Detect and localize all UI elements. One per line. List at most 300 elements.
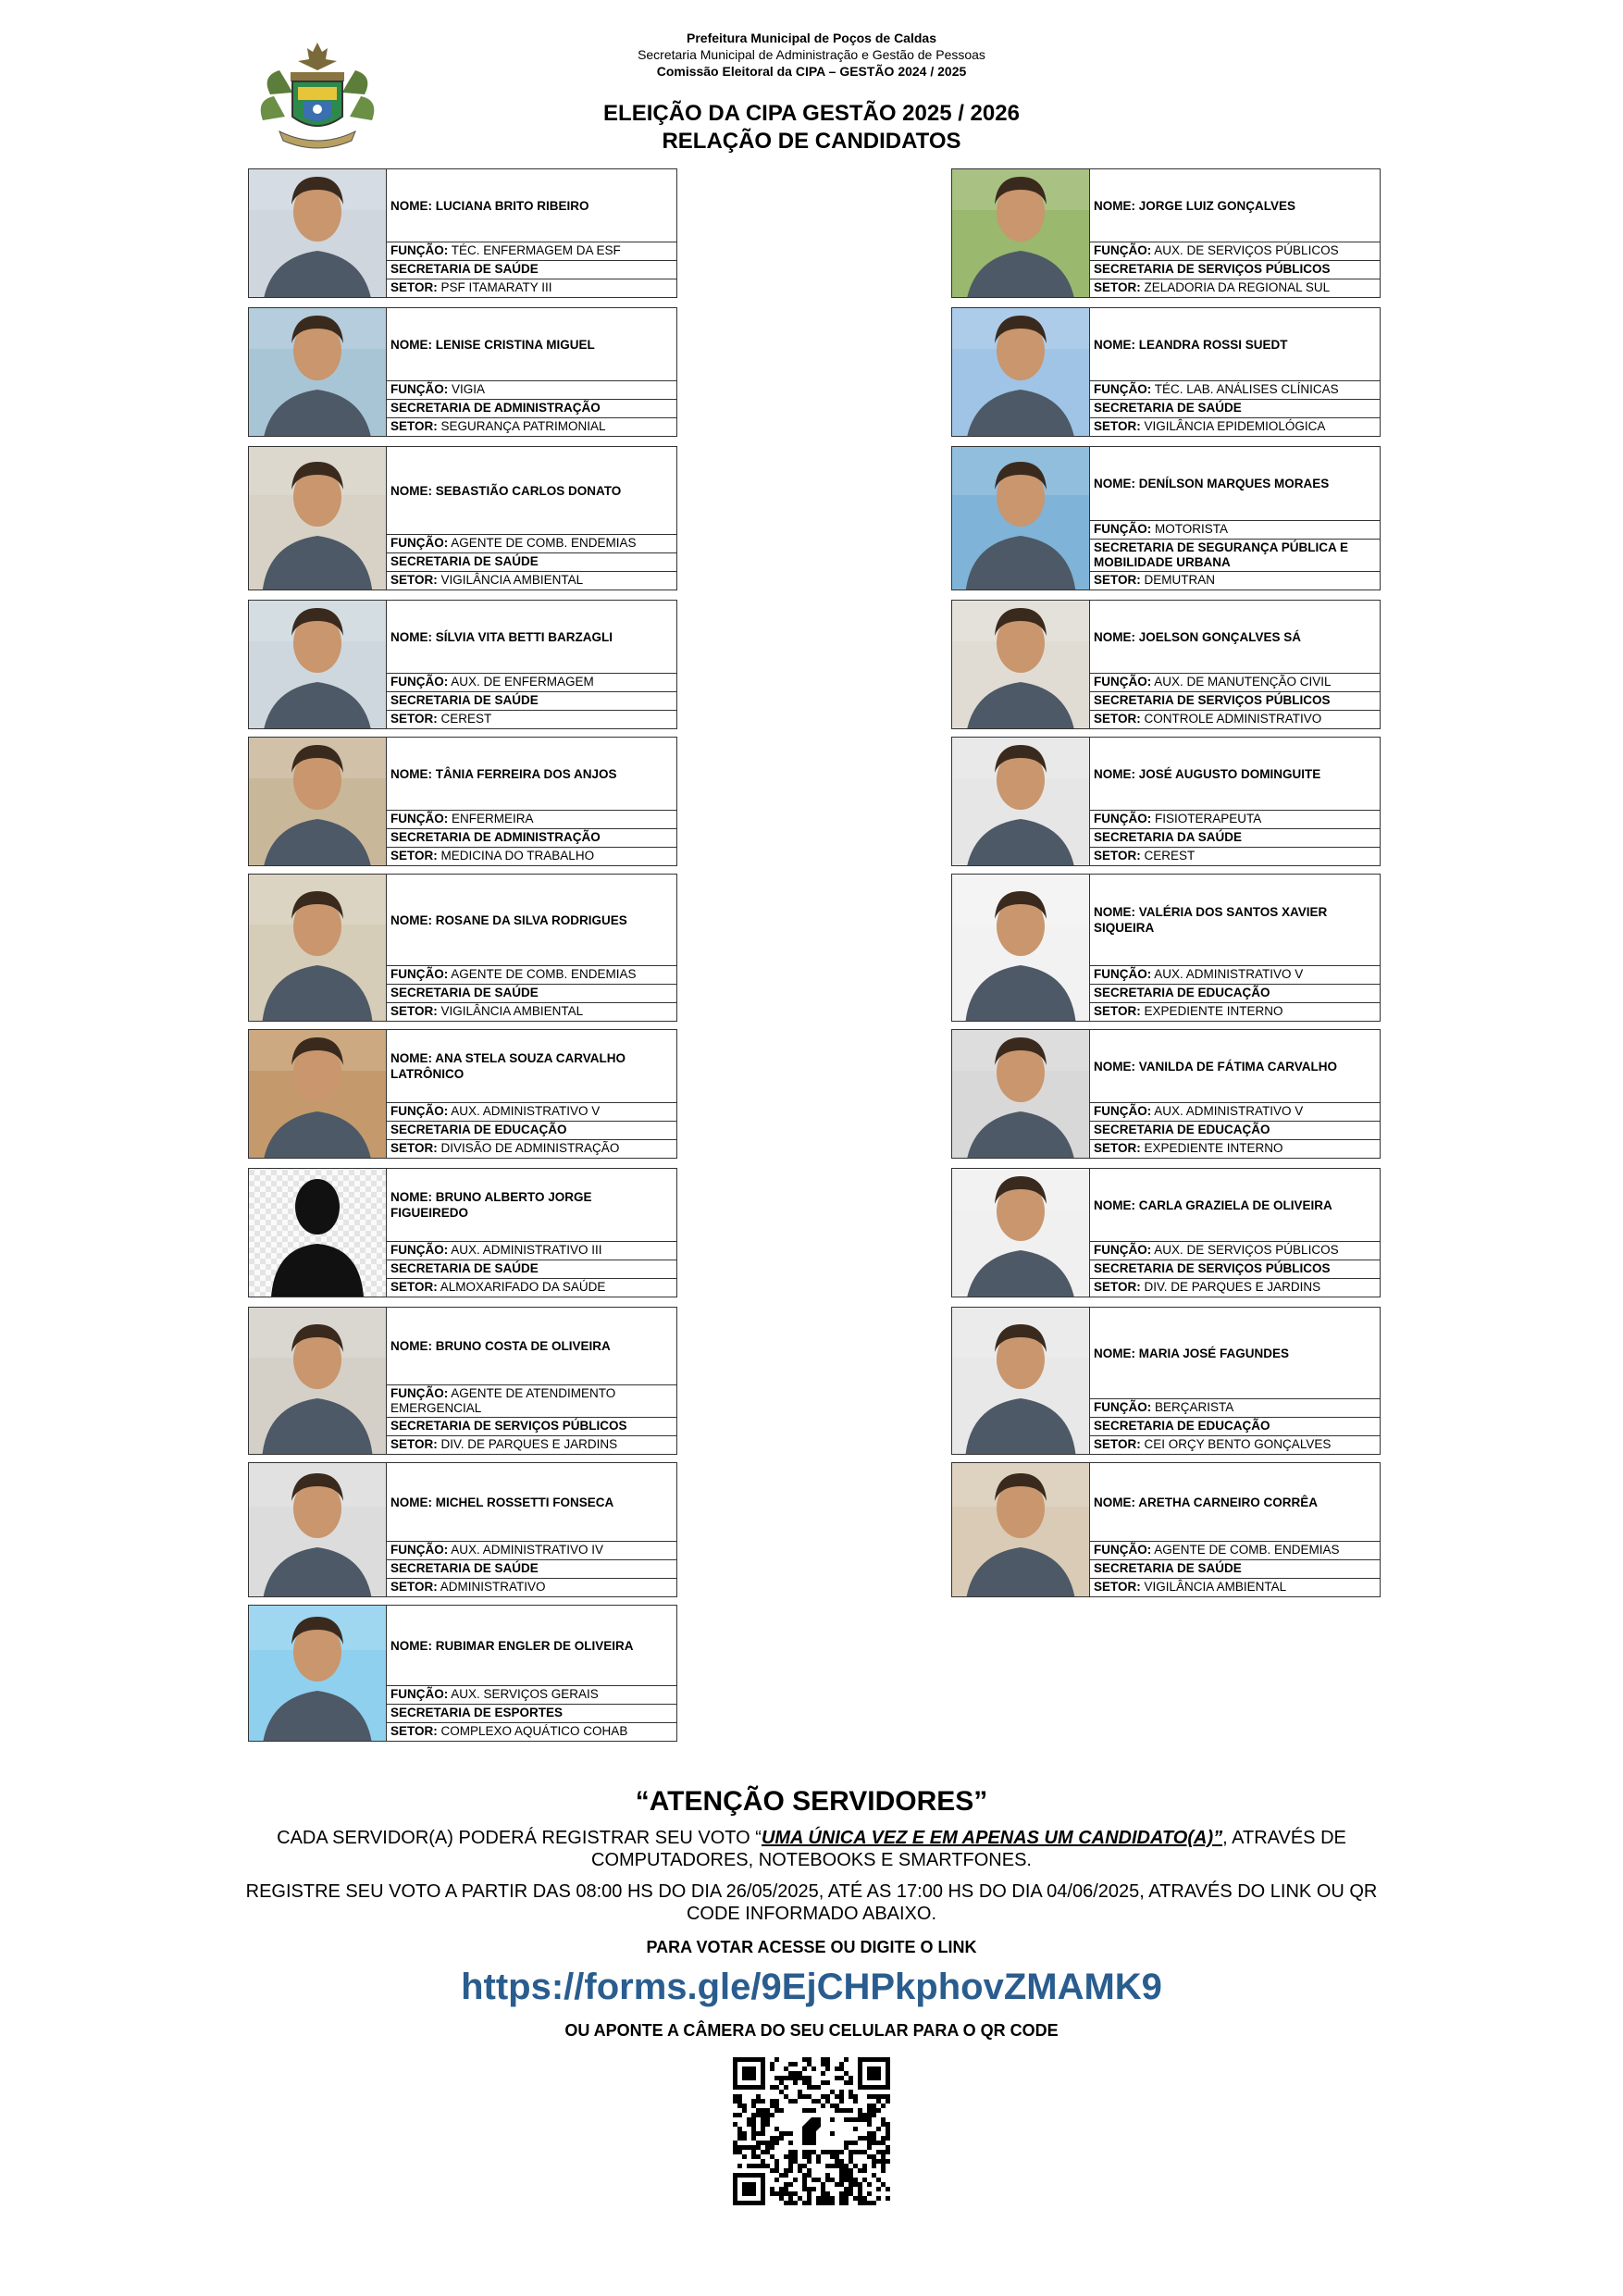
candidate-name	[1090, 601, 1380, 673]
portrait-photo-icon	[249, 601, 386, 728]
candidate-department-value: SECRETARIA DE SEGURANÇA PÚBLICA E MOBILIDADE URBANA	[1094, 540, 1349, 569]
candidate-sector	[1090, 1002, 1380, 1021]
nome-label: NOME:	[1094, 477, 1135, 490]
funcao-label: FUNÇÃO:	[1094, 675, 1152, 689]
candidate-function	[387, 380, 676, 399]
candidate-function-value: MOTORISTA	[1155, 522, 1229, 536]
candidate-card	[248, 1462, 677, 1597]
candidate-photo	[249, 601, 387, 728]
candidate-name-value: VALÉRIA DOS SANTOS XAVIER SIQUEIRA	[1094, 905, 1328, 935]
portrait-photo-icon	[952, 447, 1089, 590]
candidate-function	[1090, 1241, 1380, 1260]
candidate-sector	[1090, 571, 1380, 590]
candidate-department-value: SECRETARIA DE SERVIÇOS PÚBLICOS	[1094, 262, 1331, 276]
header-line-1: Prefeitura Municipal de Poços de Caldas	[687, 31, 936, 45]
nome-label: NOME:	[390, 337, 432, 352]
candidate-photo	[249, 308, 387, 436]
funcao-label: FUNÇÃO:	[390, 1386, 449, 1400]
setor-label: SETOR:	[390, 1437, 438, 1451]
portrait-photo-icon	[952, 601, 1089, 728]
notice-paragraph-2: REGISTRE SEU VOTO A PARTIR DAS 08:00 HS DO DIA 26/05/2025, ATÉ AS 17:00 HS DO DIA 04/06/2025, ATRAVÉS DO LINK OU QR CODE INFORMADO ABAIXO.	[245, 1881, 1378, 1924]
candidate-function-value: AUX. ADMINISTRATIVO V	[451, 1104, 601, 1118]
portrait-photo-icon	[952, 1030, 1089, 1158]
candidate-sector	[1090, 1139, 1380, 1158]
candidate-sector-value: DIVISÃO DE ADMINISTRAÇÃO	[440, 1141, 620, 1155]
candidate-photo	[952, 601, 1090, 728]
candidate-function	[1090, 1541, 1380, 1559]
candidate-card	[951, 874, 1381, 1022]
setor-label: SETOR:	[390, 573, 438, 587]
candidate-sector-value: VIGILÂNCIA AMBIENTAL	[440, 573, 584, 587]
candidate-sector	[1090, 1278, 1380, 1297]
setor-label: SETOR:	[1094, 280, 1141, 294]
candidate-name-value: ARETHA CARNEIRO CORRÊA	[1138, 1495, 1319, 1509]
setor-label: SETOR:	[1094, 1141, 1141, 1155]
candidate-sector-value: DIV. DE PARQUES E JARDINS	[440, 1437, 618, 1451]
candidate-sector-value: ALMOXARIFADO DA SAÚDE	[440, 1280, 606, 1294]
candidate-function	[387, 1102, 676, 1121]
candidate-sector-value: ZELADORIA DA REGIONAL SUL	[1144, 280, 1331, 294]
candidate-department	[387, 399, 676, 417]
candidate-info	[387, 1463, 676, 1596]
candidate-department	[1090, 984, 1380, 1002]
candidate-function-value: AUX. ADMINISTRATIVO IV	[451, 1543, 604, 1557]
setor-label: SETOR:	[390, 280, 438, 294]
portrait-photo-icon	[249, 447, 386, 590]
candidate-department	[387, 1260, 676, 1278]
candidate-photo	[952, 169, 1090, 297]
portrait-photo-icon	[249, 1463, 386, 1596]
funcao-label: FUNÇÃO:	[1094, 243, 1152, 257]
nome-label: NOME:	[390, 1051, 432, 1065]
candidate-function	[1090, 673, 1380, 691]
candidate-info	[1090, 1169, 1380, 1297]
candidate-department	[387, 984, 676, 1002]
header-line-3: Comissão Eleitoral da CIPA – GESTÃO 2024 / 2025	[656, 64, 967, 79]
candidate-function	[1090, 242, 1380, 260]
candidate-info	[1090, 169, 1380, 297]
candidate-function-value: AGENTE DE ATENDIMENTO EMERGENCIAL	[390, 1386, 616, 1415]
candidate-sector	[387, 1578, 676, 1596]
candidate-card	[248, 737, 677, 866]
candidate-department-value: SECRETARIA DE SERVIÇOS PÚBLICOS	[1094, 1261, 1331, 1275]
voting-form-link[interactable]: https://forms.gle/9EjCHPkphovZMAMK9	[461, 1967, 1162, 2007]
candidate-card	[951, 307, 1381, 437]
candidate-photo	[249, 875, 387, 1021]
nome-label: NOME:	[390, 1190, 432, 1204]
candidate-name-value: LENISE CRISTINA MIGUEL	[435, 337, 595, 352]
candidate-name	[1090, 447, 1380, 520]
candidate-sector	[387, 279, 676, 297]
candidate-department	[1090, 1417, 1380, 1435]
candidate-name	[1090, 169, 1380, 242]
candidate-sector-value: VIGILÂNCIA AMBIENTAL	[440, 1004, 584, 1018]
candidate-sector	[387, 417, 676, 436]
candidate-name-value: DENÍLSON MARQUES MORAES	[1138, 477, 1330, 490]
candidate-function-value: BERÇARISTA	[1155, 1400, 1234, 1414]
candidate-sector	[1090, 1435, 1380, 1454]
candidate-card	[248, 1168, 677, 1297]
candidate-photo	[249, 1606, 387, 1741]
funcao-label: FUNÇÃO:	[390, 382, 449, 396]
candidate-sector	[387, 1278, 676, 1297]
candidate-department	[1090, 1260, 1380, 1278]
document-header	[0, 0, 1623, 167]
candidate-sector-value: VIGILÂNCIA AMBIENTAL	[1144, 1580, 1287, 1594]
candidate-name	[387, 447, 676, 534]
candidate-sector-value: EXPEDIENTE INTERNO	[1144, 1141, 1283, 1155]
candidate-function	[387, 1384, 676, 1417]
funcao-label: FUNÇÃO:	[390, 967, 449, 981]
candidate-department-value: SECRETARIA DE SAÚDE	[390, 693, 539, 707]
funcao-label: FUNÇÃO:	[1094, 1543, 1152, 1557]
nome-label: NOME:	[1094, 1346, 1135, 1360]
portrait-photo-icon	[952, 738, 1089, 865]
candidate-name	[1090, 1169, 1380, 1241]
candidate-name-value: CARLA GRAZIELA DE OLIVEIRA	[1138, 1198, 1332, 1212]
candidate-department	[387, 1121, 676, 1139]
candidate-department	[387, 260, 676, 279]
candidate-department-value: SECRETARIA DE ADMINISTRAÇÃO	[390, 830, 601, 844]
nome-label: NOME:	[390, 483, 432, 498]
candidate-card	[248, 874, 677, 1022]
candidate-card	[951, 1168, 1381, 1297]
candidate-photo	[249, 1463, 387, 1596]
funcao-label: FUNÇÃO:	[390, 675, 449, 689]
candidate-name	[387, 1606, 676, 1685]
candidate-sector	[387, 1722, 676, 1741]
nome-label: NOME:	[390, 1495, 432, 1509]
nome-label: NOME:	[1094, 1059, 1135, 1074]
candidate-card	[951, 1029, 1381, 1159]
nome-label: NOME:	[390, 1339, 432, 1353]
candidate-card	[951, 446, 1381, 590]
portrait-photo-icon	[952, 1463, 1089, 1596]
setor-label: SETOR:	[390, 1580, 438, 1594]
candidate-name-value: JOSÉ AUGUSTO DOMINGUITE	[1138, 766, 1321, 781]
nome-label: NOME:	[390, 912, 432, 927]
nome-label: NOME:	[390, 629, 432, 644]
portrait-photo-icon	[249, 169, 386, 297]
candidate-department	[1090, 539, 1380, 571]
candidate-name	[387, 1169, 676, 1241]
candidate-function	[1090, 965, 1380, 984]
portrait-photo-icon	[952, 308, 1089, 436]
setor-label: SETOR:	[1094, 1580, 1141, 1594]
candidate-sector-value: CEI ORÇY BENTO GONÇALVES	[1144, 1437, 1332, 1451]
qr-label: OU APONTE A CÂMERA DO SEU CELULAR PARA O QR CODE	[564, 2021, 1059, 2040]
candidate-function-value: AUX. DE ENFERMAGEM	[451, 675, 594, 689]
candidate-name	[1090, 1463, 1380, 1541]
nome-label: NOME:	[1094, 198, 1135, 213]
nome-label: NOME:	[1094, 629, 1135, 644]
candidate-photo	[952, 1169, 1090, 1297]
candidate-name	[1090, 1308, 1380, 1398]
setor-label: SETOR:	[390, 712, 438, 726]
funcao-label: FUNÇÃO:	[390, 1687, 449, 1701]
candidate-info	[387, 601, 676, 728]
candidate-department	[387, 1704, 676, 1722]
candidate-name-value: TÂNIA FERREIRA DOS ANJOS	[435, 766, 617, 781]
candidate-card	[951, 168, 1381, 298]
candidate-department	[1090, 1121, 1380, 1139]
funcao-label: FUNÇÃO:	[1094, 967, 1152, 981]
page-subtitle: RELAÇÃO DE CANDIDATOS	[662, 129, 961, 154]
candidate-function-value: AGENTE DE COMB. ENDEMIAS	[1154, 1543, 1340, 1557]
candidate-sector-value: ADMINISTRATIVO	[440, 1580, 546, 1594]
candidate-name-value: JORGE LUIZ GONÇALVES	[1138, 198, 1296, 213]
candidate-function	[387, 1541, 676, 1559]
funcao-label: FUNÇÃO:	[390, 1243, 449, 1257]
candidate-function	[387, 673, 676, 691]
setor-label: SETOR:	[1094, 1437, 1141, 1451]
candidate-photo	[952, 447, 1090, 590]
candidate-department	[387, 552, 676, 571]
candidate-info	[387, 1606, 676, 1741]
setor-label: SETOR:	[1094, 1280, 1141, 1294]
candidate-function	[387, 965, 676, 984]
candidate-sector-value: DIV. DE PARQUES E JARDINS	[1144, 1280, 1321, 1294]
notice-heading: “ATENÇÃO SERVIDORES”	[635, 1786, 988, 1817]
candidate-photo	[952, 738, 1090, 865]
candidate-function-value: AUX. DE SERVIÇOS PÚBLICOS	[1154, 1243, 1339, 1257]
funcao-label: FUNÇÃO:	[390, 1104, 449, 1118]
candidate-name	[1090, 1030, 1380, 1102]
funcao-label: FUNÇÃO:	[1094, 812, 1152, 825]
candidate-name	[387, 1030, 676, 1102]
candidate-function	[387, 1241, 676, 1260]
candidate-photo	[249, 738, 387, 865]
candidate-function-value: AUX. ADMINISTRATIVO V	[1154, 1104, 1304, 1118]
candidate-card	[951, 1462, 1381, 1597]
candidate-photo	[952, 1030, 1090, 1158]
candidate-department-value: SECRETARIA DE EDUCAÇÃO	[1094, 1419, 1270, 1433]
candidate-function-value: VIGIA	[452, 382, 486, 396]
candidate-sector	[387, 1002, 676, 1021]
link-label: PARA VOTAR ACESSE OU DIGITE O LINK	[646, 1938, 977, 1956]
candidate-department-value: SECRETARIA DE EDUCAÇÃO	[1094, 986, 1270, 999]
candidate-name-value: ANA STELA SOUZA CARVALHO LATRÔNICO	[390, 1051, 626, 1081]
candidate-sector	[1090, 847, 1380, 865]
candidate-sector	[1090, 710, 1380, 728]
candidate-info	[1090, 1030, 1380, 1158]
silhouette-icon	[249, 1169, 386, 1297]
candidate-department-value: SECRETARIA DE ESPORTES	[390, 1706, 564, 1719]
voting-notice	[0, 1786, 1623, 2205]
funcao-label: FUNÇÃO:	[390, 243, 449, 257]
header-line-2: Secretaria Municipal de Administração e Gestão de Pessoas	[638, 47, 985, 62]
setor-label: SETOR:	[1094, 419, 1141, 433]
candidate-name-value: JOELSON GONÇALVES SÁ	[1138, 629, 1302, 644]
candidate-sector-value: PSF ITAMARATY III	[440, 280, 552, 294]
candidate-function-value: AUX. ADMINISTRATIVO III	[451, 1243, 602, 1257]
candidate-department-value: SECRETARIA DE SAÚDE	[390, 986, 539, 999]
nome-label: NOME:	[1094, 1495, 1135, 1509]
nome-label: NOME:	[390, 198, 432, 213]
candidate-photo	[249, 169, 387, 297]
candidate-photo	[249, 1030, 387, 1158]
funcao-label: FUNÇÃO:	[1094, 1400, 1152, 1414]
candidate-function-value: AUX. DE SERVIÇOS PÚBLICOS	[1154, 243, 1339, 257]
candidate-name-value: MARIA JOSÉ FAGUNDES	[1138, 1346, 1290, 1360]
candidate-info	[1090, 1308, 1380, 1454]
candidate-name-value: RUBIMAR ENGLER DE OLIVEIRA	[435, 1638, 634, 1653]
candidate-department	[1090, 399, 1380, 417]
setor-label: SETOR:	[390, 1280, 438, 1294]
candidate-info	[387, 875, 676, 1021]
candidate-photo	[952, 1308, 1090, 1454]
candidate-sector-value: CEREST	[1144, 849, 1196, 863]
funcao-label: FUNÇÃO:	[1094, 382, 1152, 396]
funcao-label: FUNÇÃO:	[390, 1543, 449, 1557]
candidate-function	[387, 1685, 676, 1704]
candidate-department-value: SECRETARIA DE SAÚDE	[390, 554, 539, 568]
candidate-sector	[1090, 417, 1380, 436]
setor-label: SETOR:	[390, 1724, 438, 1738]
candidate-function-value: AUX. DE MANUTENÇÃO CIVIL	[1154, 675, 1332, 689]
candidate-sector-value: COMPLEXO AQUÁTICO COHAB	[440, 1724, 628, 1738]
setor-label: SETOR:	[390, 419, 438, 433]
candidate-department-value: SECRETARIA DE EDUCAÇÃO	[390, 1123, 567, 1136]
portrait-photo-icon	[952, 1308, 1089, 1454]
candidate-sector-value: CEREST	[440, 712, 492, 726]
candidate-function-value: AGENTE DE COMB. ENDEMIAS	[451, 536, 637, 550]
candidate-name-value: MICHEL ROSSETTI FONSECA	[435, 1495, 614, 1509]
candidate-card	[248, 168, 677, 298]
candidate-sector-value: CONTROLE ADMINISTRATIVO	[1144, 712, 1322, 726]
candidate-sector-value: SEGURANÇA PATRIMONIAL	[440, 419, 606, 433]
candidate-name	[1090, 738, 1380, 810]
portrait-photo-icon	[952, 875, 1089, 1021]
nome-label: NOME:	[390, 766, 432, 781]
candidate-function	[1090, 810, 1380, 828]
candidate-function	[1090, 1102, 1380, 1121]
candidate-photo	[952, 1463, 1090, 1596]
candidate-sector	[387, 710, 676, 728]
candidate-info	[387, 1308, 676, 1454]
candidate-name-value: SEBASTIÃO CARLOS DONATO	[435, 483, 622, 498]
candidate-department	[387, 828, 676, 847]
nome-label: NOME:	[390, 1638, 432, 1653]
candidate-photo	[249, 1169, 387, 1297]
candidate-name	[387, 308, 676, 380]
candidate-card	[951, 737, 1381, 866]
candidate-name-value: BRUNO ALBERTO JORGE FIGUEIREDO	[390, 1190, 592, 1220]
funcao-label: FUNÇÃO:	[390, 536, 449, 550]
notice-p1-emphasis: UMA ÚNICA VEZ E EM APENAS UM CANDIDATO(A)”	[761, 1828, 1223, 1848]
funcao-label: FUNÇÃO:	[1094, 1243, 1152, 1257]
candidate-card	[248, 307, 677, 437]
candidate-card	[951, 600, 1381, 729]
candidate-name	[1090, 875, 1380, 965]
candidate-card	[248, 600, 677, 729]
candidate-photo	[952, 308, 1090, 436]
candidate-card	[248, 446, 677, 590]
candidate-department-value: SECRETARIA DE SAÚDE	[390, 1561, 539, 1575]
candidate-card	[951, 1307, 1381, 1455]
candidate-name	[387, 875, 676, 965]
candidate-department-value: SECRETARIA DE ADMINISTRAÇÃO	[390, 401, 601, 415]
candidate-name-value: SÍLVIA VITA BETTI BARZAGLI	[435, 629, 613, 644]
portrait-photo-icon	[249, 308, 386, 436]
candidate-sector-value: VIGILÂNCIA EPIDEMIOLÓGICA	[1144, 419, 1326, 433]
funcao-label: FUNÇÃO:	[1094, 522, 1152, 536]
candidate-function	[1090, 1398, 1380, 1417]
candidate-info	[1090, 601, 1380, 728]
notice-p1-end: , ATRAVÉS DE COMPUTADORES, NOTEBOOKS E SMARTFONES.	[591, 1828, 1346, 1870]
candidate-department-value: SECRETARIA DE SAÚDE	[1094, 1561, 1242, 1575]
candidate-function	[387, 810, 676, 828]
candidate-function-value: TÉC. ENFERMAGEM DA ESF	[451, 243, 621, 257]
candidate-function	[387, 534, 676, 552]
setor-label: SETOR:	[1094, 849, 1141, 863]
candidate-name	[387, 169, 676, 242]
candidate-department	[1090, 1559, 1380, 1578]
candidate-sector	[387, 571, 676, 590]
candidate-function	[387, 242, 676, 260]
candidate-function-value: AGENTE DE COMB. ENDEMIAS	[451, 967, 637, 981]
portrait-photo-icon	[952, 169, 1089, 297]
nome-label: NOME:	[1094, 1198, 1135, 1212]
setor-label: SETOR:	[1094, 712, 1141, 726]
candidate-department	[387, 1417, 676, 1435]
candidate-info	[1090, 875, 1380, 1021]
setor-label: SETOR:	[390, 849, 438, 863]
page-title: ELEIÇÃO DA CIPA GESTÃO 2025 / 2026	[603, 101, 1020, 126]
candidate-department-value: SECRETARIA DA SAÚDE	[1094, 830, 1243, 844]
nome-label: NOME:	[1094, 337, 1135, 352]
candidate-function-value: FISIOTERAPEUTA	[1155, 812, 1262, 825]
candidate-function	[1090, 520, 1380, 539]
portrait-photo-icon	[952, 1169, 1089, 1297]
candidate-card	[248, 1605, 677, 1742]
candidate-card	[248, 1029, 677, 1159]
candidate-department	[1090, 828, 1380, 847]
candidate-info	[387, 447, 676, 590]
portrait-photo-icon	[249, 875, 386, 1021]
nome-label: NOME:	[1094, 905, 1135, 919]
candidate-function-value: AUX. SERVIÇOS GERAIS	[451, 1687, 599, 1701]
candidate-department-value: SECRETARIA DE EDUCAÇÃO	[1094, 1123, 1270, 1136]
candidate-photo	[249, 1308, 387, 1454]
candidate-info	[1090, 1463, 1380, 1596]
portrait-photo-icon	[249, 1606, 386, 1741]
qr-code-icon[interactable]	[733, 2057, 890, 2205]
candidate-sector	[387, 1139, 676, 1158]
candidate-department	[1090, 691, 1380, 710]
candidate-name	[387, 738, 676, 810]
candidate-name-value: BRUNO COSTA DE OLIVEIRA	[435, 1339, 611, 1353]
candidate-name-value: LEANDRA ROSSI SUEDT	[1138, 337, 1288, 352]
portrait-photo-icon	[249, 738, 386, 865]
candidate-name	[387, 601, 676, 673]
candidate-card	[248, 1307, 677, 1455]
candidate-info	[1090, 447, 1380, 590]
candidate-name-value: VANILDA DE FÁTIMA CARVALHO	[1138, 1059, 1338, 1074]
setor-label: SETOR:	[1094, 573, 1141, 587]
candidate-department	[387, 691, 676, 710]
candidate-department-value: SECRETARIA DE SAÚDE	[1094, 401, 1242, 415]
candidate-info	[387, 1169, 676, 1297]
setor-label: SETOR:	[390, 1141, 438, 1155]
candidate-sector	[387, 847, 676, 865]
candidate-info	[387, 738, 676, 865]
notice-p1-start: CADA SERVIDOR(A) PODERÁ REGISTRAR SEU VOTO “	[277, 1828, 762, 1848]
portrait-photo-icon	[249, 1308, 386, 1454]
candidate-department-value: SECRETARIA DE SERVIÇOS PÚBLICOS	[1094, 693, 1331, 707]
portrait-photo-icon	[249, 1030, 386, 1158]
candidate-department-value: SECRETARIA DE SAÚDE	[390, 262, 539, 276]
